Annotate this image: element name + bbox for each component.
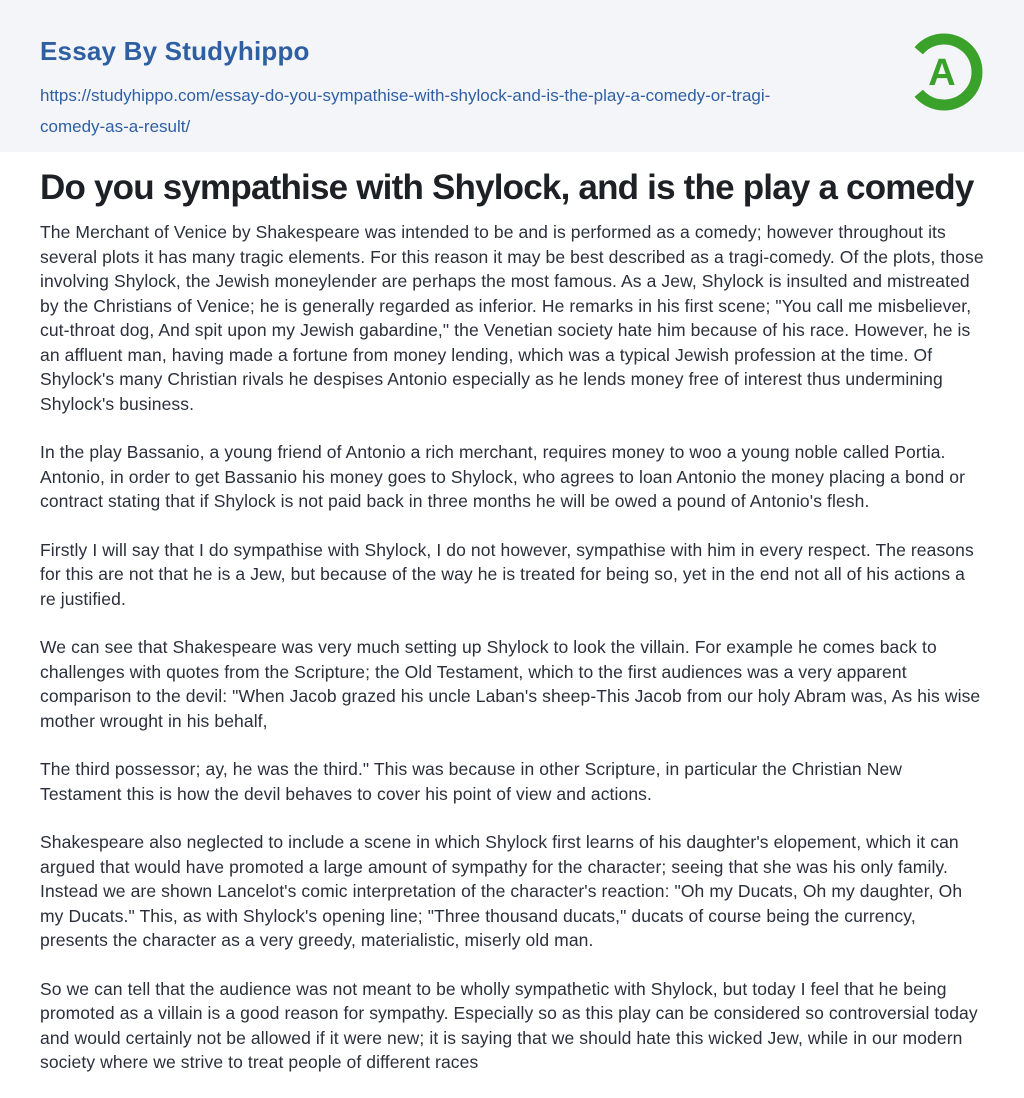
page-url-link[interactable]: https://studyhippo.com/essay-do-you-sympathise-with-shylock-and-is-the-play-a-comedy-or-tragi-comedy-as-a-result/ <box>40 86 771 137</box>
site-title: Essay By Studyhippo <box>40 36 310 66</box>
essay-paragraph: The third possessor; ay, he was the third." This was because in other Scripture, in particular the Christian New Testament this is how the devil behaves to cover his point of view and actions. <box>40 759 903 804</box>
essay-paragraph: Firstly I will say that I do sympathise with Shylock, I do not however, sympathise with him in every respect. The reasons for this are not that he is a Jew, but because of the way he is treated for being so, yet in the end not all of his actions a re justified. <box>40 539 974 609</box>
essay-paragraph: Shakespeare also neglected to include a scene in which Shylock first learns of his daughter's elopement, which it can argued that would have promoted a large amount of sympathy for the character; seeing that she was his only family. Instead we are shown Lancelot's comic interpretation of the character's reaction: "Oh my Ducats, Oh my daughter, Oh my Ducats." This, as with Shylock's opening line; "Three thousand ducats," ducats of course being the currency, presents the character as a very greedy, materialistic, miserly old man. <box>40 832 963 950</box>
essay-paragraph: The Merchant of Venice by Shakespeare was intended to be and is performed as a comedy; however throughout its several plots it has many tragic elements. For this reason it may be best described as a tragi-comedy. Of the plots, those involving Shylock, the Jewish moneylender are perhaps the most famous. As a Jew, Shylock is insulted and mistreated by the Christians of Venice; he is generally regarded as inferior. He remarks in his first scene; "You call me misbeliever, cut-throat dog, And spit upon my Jewish gabardine," the Venetian society hate him because of his race. However, he is an affluent man, having made a fortune from money lending, which was a typical Jewish profession at the time. Of Shylock's many Christian rivals he despises Antonio especially as he lends money free of interest thus undermining Shylock's business. <box>40 222 984 414</box>
essay-paragraph: We can see that Shakespeare was very much setting up Shylock to look the villain. For example he comes back to challenges with quotes from the Scripture; the Old Testament, which to the first audiences was a very apparent comparison to the devil: "When Jacob grazed his uncle Laban's sheep-This Jacob from our holy Abram was, As his wise mother wrought in his behalf, <box>40 637 981 731</box>
essay-content <box>0 152 1024 1075</box>
essay-paragraph: So we can tell that the audience was not meant to be wholly sympathetic with Shylock, but today I feel that he being promoted as a villain is a good reason for sympathy. Especially so as this play can be considered so controversial today and would certainly not be allowed if it were new; it is saying that we should hate this wicked Jew, while in our modern society where we strive to treat people of different races <box>40 978 978 1072</box>
article-title: Do you sympathise with Shylock, and is the play a comedy <box>40 168 974 207</box>
brand-logo <box>902 30 986 114</box>
logo-arc-icon <box>902 30 986 114</box>
page-header <box>0 0 1024 152</box>
logo-letter: A <box>928 52 956 94</box>
essay-paragraph: In the play Bassanio, a young friend of Antonio a rich merchant, requires money to woo a young noble called Portia. Antonio, in order to get Bassanio his money goes to Shylock, who agrees to loan Antonio the money placing a bond or contract stating that if Shylock is not paid back in three months he will be owed a pound of Antonio's flesh. <box>40 442 965 511</box>
